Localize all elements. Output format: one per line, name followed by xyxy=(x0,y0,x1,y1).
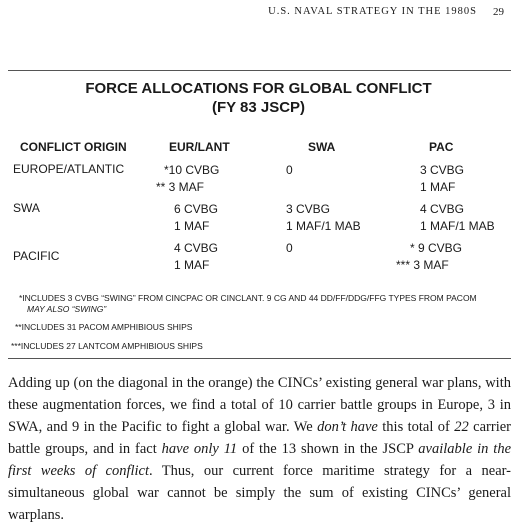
column-header-swa: SWA xyxy=(308,140,336,154)
body-text-5: . Thus, our current force maritime strategy for a near-simultaneous global war cannot be simply the sum of existing CINCs’ general warplans. xyxy=(8,463,511,523)
table-bottom-rule xyxy=(8,358,511,359)
page-header xyxy=(0,6,517,22)
cell-swa-pac-line-2: 1 MAF/1 MAB xyxy=(420,219,495,233)
body-italic-22: 22 xyxy=(454,419,469,435)
cell-europe-eur-line-2: ** 3 MAF xyxy=(156,180,205,194)
body-italic-have-only-11: have only 11 xyxy=(161,441,238,457)
body-text-2: this total of xyxy=(377,419,455,435)
row-label-pacific: PACIFIC xyxy=(13,249,60,263)
footnote-1-line-1: *INCLUDES 3 CVBG “SWING” FROM CINCPAC OR CINCLANT. 9 CG AND 44 DD/FF/DDG/FFG TYPES FROM PACOM xyxy=(19,293,477,303)
column-header-eur-lant: EUR/LANT xyxy=(169,140,230,154)
column-header-conflict-origin: CONFLICT ORIGIN xyxy=(20,140,127,154)
cell-pacific-swa: 0 xyxy=(286,241,293,255)
cell-europe-pac-line-1: 3 CVBG xyxy=(420,163,465,177)
table-title-line-2: (FY 83 JSCP) xyxy=(211,99,306,116)
cell-pacific-pac-line-1: * 9 CVBG xyxy=(410,241,463,255)
running-head: U.S. NAVAL STRATEGY IN THE 1980S xyxy=(268,6,477,17)
row-label-swa: SWA xyxy=(13,201,40,215)
cell-europe-swa: 0 xyxy=(286,163,293,177)
table-title-line-1: FORCE ALLOCATIONS FOR GLOBAL CONFLICT xyxy=(85,80,432,97)
footnote-1-line-2 xyxy=(27,304,106,315)
footnote-3: ***INCLUDES 27 LANTCOM AMPHIBIOUS SHIPS xyxy=(11,341,203,351)
cell-swa-eur-line-2: 1 MAF xyxy=(174,219,210,233)
table-title xyxy=(0,79,517,117)
cell-swa-pac-line-1: 4 CVBG xyxy=(420,202,465,216)
column-header-pac: PAC xyxy=(429,140,454,154)
cell-swa-eur-line-1: 6 CVBG xyxy=(174,202,219,216)
cell-swa-swa-line-1: 3 CVBG xyxy=(286,202,331,216)
page-number: 29 xyxy=(493,6,504,18)
cell-europe-eur-line-1: *10 CVBG xyxy=(164,163,220,177)
cell-pacific-eur-line-2: 1 MAF xyxy=(174,258,210,272)
table-top-rule xyxy=(8,70,511,71)
body-paragraph xyxy=(8,372,511,526)
cell-pacific-eur-line-1: 4 CVBG xyxy=(174,241,219,255)
body-text-4: of the 13 shown in the JSCP xyxy=(237,441,419,457)
body-italic-dont-have: don’t have xyxy=(317,419,378,435)
footnote-1-italic: MAY ALSO “SWING” xyxy=(27,304,107,314)
row-label-europe-atlantic: EUROPE/ATLANTIC xyxy=(13,162,125,176)
body-text-1: Adding up (on the diagonal in the orange) the CINCs’ existing general war plans, with these augmentation forces, we find a total of 10 carrier battle groups in Europe, 3 in SWA, and 9 in the Pacific to fight a global war. We xyxy=(8,375,511,435)
cell-pacific-pac-line-2: *** 3 MAF xyxy=(396,258,449,272)
footnote-2: **INCLUDES 31 PACOM AMPHIBIOUS SHIPS xyxy=(15,322,193,332)
cell-europe-pac-line-2: 1 MAF xyxy=(420,180,456,194)
cell-swa-swa-line-2: 1 MAF/1 MAB xyxy=(286,219,361,233)
body-text-3: carrier battle groups, and in fact xyxy=(8,419,512,457)
body-italic-available: available in the first weeks of conflict xyxy=(8,441,512,479)
